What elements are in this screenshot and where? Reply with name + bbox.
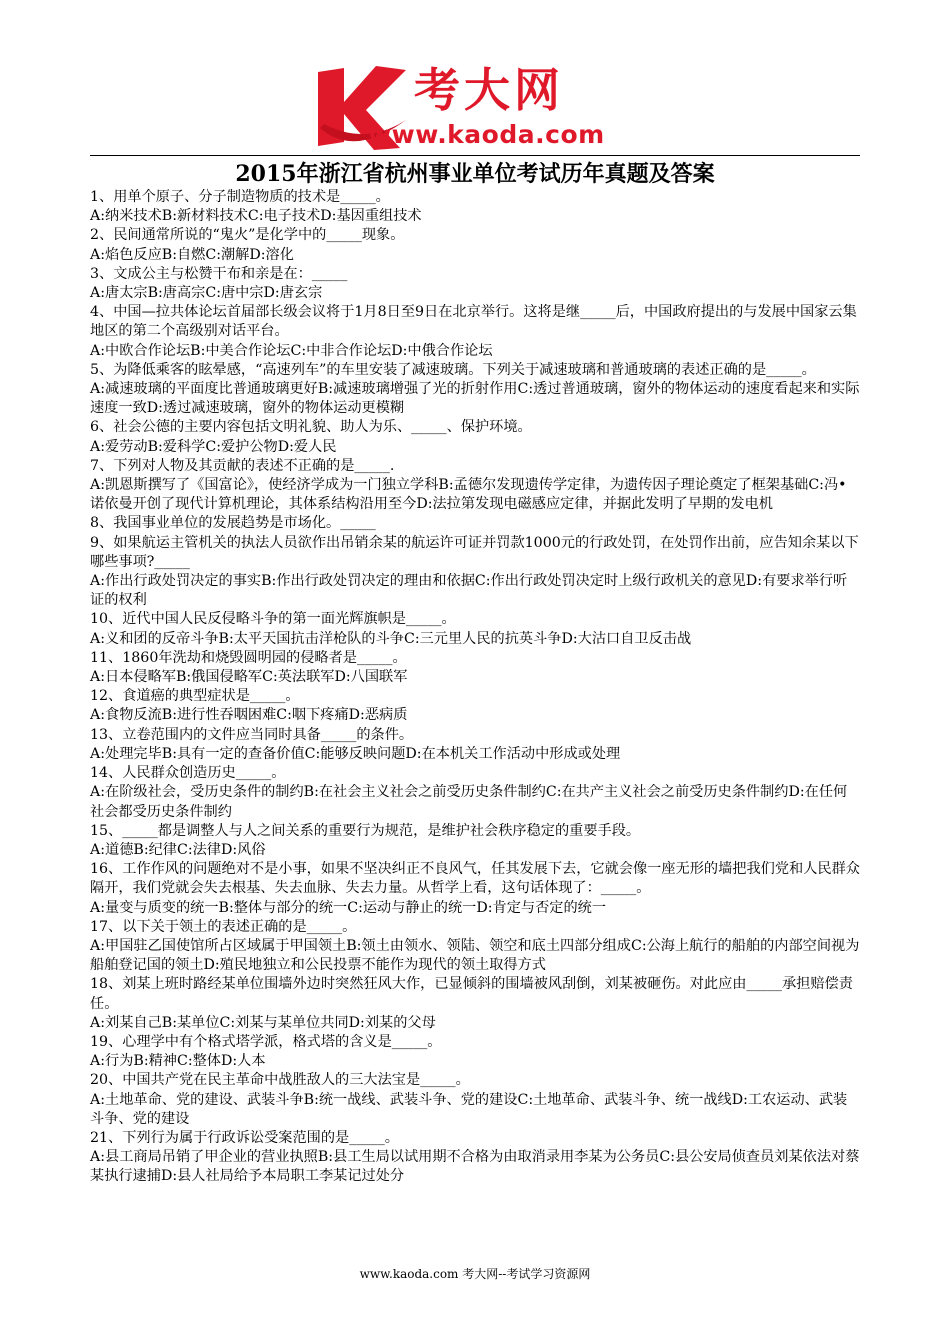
answer-options: A:中欧合作论坛B:中美合作论坛C:中非合作论坛D:中俄合作论坛 — [90, 342, 493, 359]
answer-options: A:唐太宗B:唐高宗C:唐中宗D:唐玄宗 — [90, 285, 323, 302]
page-title: 2015年浙江省杭州事业单位考试历年真题及答案 — [235, 161, 715, 187]
answer-options: A:刘某自己B:某单位C:刘某与某单位共同D:刘某的父母 — [90, 1014, 436, 1031]
question-text: 4、中国—拉共体论坛首届部长级会议将于1月8日至9日在北京举行。这将是继_____后，中国政府提出的与发展中国家云集地区的第二个高级别对话平台。 — [90, 304, 857, 340]
question-text: 8、我国事业单位的发展趋势是市场化。_____ — [90, 515, 376, 532]
answer-options: A:日本侵略军B:俄国侵略军C:英法联军D:八国联军 — [90, 669, 408, 686]
answer-options: A:在阶级社会，受历史条件的制约B:在社会主义社会之前受历史条件制约C:在共产主义社会之前受历史条件制约D:在任何社会都受历史条件制约 — [90, 784, 848, 820]
answer-options: A:作出行政处罚决定的事实B:作出行政处罚决定的理由和依据C:作出行政处罚决定时上级行政机关的意见D:有要求举行听证的权利 — [90, 573, 848, 609]
answer-options: A:量变与质变的统一B:整体与部分的统一C:运动与静止的统一D:肯定与否定的统一 — [90, 899, 607, 916]
question-text: 3、文成公主与松赞干布和亲是在：_____ — [90, 265, 348, 282]
page-footer: www.kaoda.com 考大网--考试学习资源网 — [359, 1267, 591, 1281]
answer-options: A:甲国驻乙国使馆所占区域属于甲国领土B:领土由领水、领陆、领空和底土四部分组成C:公海上航行的船舶的内部空间视为船舶登记国的领土D:殖民地独立和公民投票不能作为现代的领土取得方式 — [90, 937, 860, 974]
answer-options: A:道德B:纪律C:法律D:风俗 — [90, 841, 266, 858]
question-text: 13、立卷范围内的文件应当同时具备_____的条件。 — [90, 726, 414, 743]
answer-options: A:土地革命、党的建设、武装斗争B:统一战线、武装斗争、党的建设C:土地革命、武装斗争、统一战线D:工农运动、武装斗争、党的建设 — [90, 1091, 848, 1127]
answer-options: A:义和团的反帝斗争B:太平天国抗击洋枪队的斗争C:三元里人民的抗英斗争D:大沽口自卫反击战 — [90, 630, 692, 647]
question-text: 17、以下关于领土的表述正确的是_____。 — [90, 918, 357, 935]
brand-name: 考大网 — [414, 63, 564, 117]
question-text: 19、心理学中有个格式塔学派，格式塔的含义是_____。 — [90, 1033, 442, 1050]
question-text: 21、下列行为属于行政诉讼受案范围的是_____。 — [90, 1129, 399, 1146]
question-text: 9、如果航运主管机关的执法人员欲作出吊销余某的航运许可证并罚款1000元的行政处罚，在处罚作出前，应告知余某以下哪些事项?_____ — [90, 534, 859, 570]
question-text: 12、食道癌的典型症状是_____。 — [90, 688, 300, 705]
site-logo[interactable] — [314, 62, 644, 154]
brand-url: www.kaoda.com — [368, 120, 605, 149]
question-text: 6、社会公德的主要内容包括文明礼貌、助人为乐、_____、保护环境。 — [90, 419, 532, 436]
question-text: 10、近代中国人民反侵略斗争的第一面光辉旗帜是_____。 — [90, 611, 456, 628]
answer-options: A:食物反流B:进行性吞咽困难C:咽下疼痛D:恶病质 — [90, 707, 408, 724]
answer-options: A:焰色反应B:自燃C:潮解D:溶化 — [90, 246, 294, 263]
header-divider — [90, 155, 860, 156]
question-text: 20、中国共产党在民主革命中战胜敌人的三大法宝是_____。 — [90, 1072, 470, 1089]
answer-options: A:纳米技术B:新材料技术C:电子技术D:基因重组技术 — [90, 208, 422, 225]
question-text: 1、用单个原子、分子制造物质的技术是_____。 — [90, 189, 390, 205]
question-text: 15、_____都是调整人与人之间关系的重要行为规范，是维护社会秩序稳定的重要手段。 — [90, 822, 641, 839]
question-text: 14、人民群众创造历史_____。 — [90, 765, 286, 782]
answer-options: A:县工商局吊销了甲企业的营业执照B:县工生局以试用期不合格为由取消录用李某为公务员C:县公安局侦查员刘某依法对蔡某执行逮捕D:县人社局给予本局职工李某记过处分 — [90, 1149, 860, 1185]
question-text: 2、民间通常所说的“鬼火”是化学中的_____现象。 — [90, 227, 405, 244]
answer-options: A:处理完毕B:具有一定的查备价值C:能够反映问题D:在本机关工作活动中形成或处理 — [90, 745, 621, 762]
question-text: 16、工作作风的问题绝对不是小事，如果不坚决纠正不良风气，任其发展下去，它就会像一座无形的墙把我们党和人民群众隔开，我们党就会失去根基、失去血脉、失去力量。从哲学上看，这句话体现了：_____。 — [90, 861, 860, 897]
question-text: 11、1860年洗劫和烧毁圆明园的侵略者是_____。 — [90, 649, 407, 666]
question-text: 18、刘某上班时路经某单位围墙外边时突然狂风大作，已显倾斜的围墙被风刮倒，刘某被砸伤。对此应由_____承担赔偿责任。 — [90, 976, 853, 1012]
answer-options: A:凯恩斯撰写了《国富论》，使经济学成为一门独立学科B:孟德尔发现遗传学定律，为遗传因子理论奠定了框架基础C:冯•诺依曼开创了现代计算机理论，其体系结构沿用至今D:法拉第发现电磁感应定律，并据此发明了早期的发电机 — [90, 477, 847, 513]
question-list — [90, 188, 860, 1187]
answer-options: A:爱劳动B:爱科学C:爱护公物D:爱人民 — [90, 438, 337, 455]
question-text: 5、为降低乘客的眩晕感，“高速列车”的车里安装了减速玻璃。下列关于减速玻璃和普通玻璃的表述正确的是_____。 — [90, 361, 816, 378]
answer-options: A:行为B:精神C:整体D:人本 — [90, 1053, 266, 1070]
answer-options: A:减速玻璃的平面度比普通玻璃更好B:减速玻璃增强了光的折射作用C:透过普通玻璃，窗外的物体运动的速度看起来和实际速度一致D:透过减速玻璃，窗外的物体运动更模糊 — [90, 381, 860, 417]
question-text: 7、下列对人物及其贡献的表述不正确的是_____. — [90, 457, 395, 474]
